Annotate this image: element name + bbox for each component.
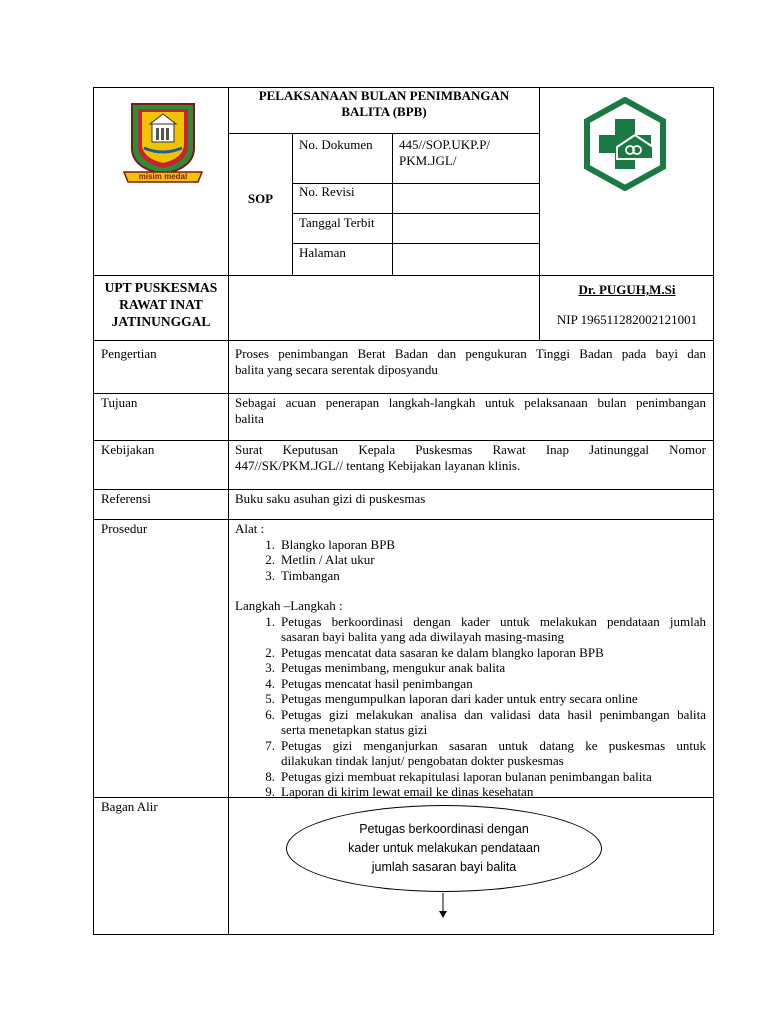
divider [93, 489, 714, 490]
alat-heading: Alat : [235, 521, 265, 536]
list-item: 4. Petugas mencatat hasil penimbangan [265, 675, 473, 691]
divider [93, 393, 714, 394]
oval-line: jumlah sasaran bayi balita [371, 860, 517, 874]
divider [93, 440, 714, 441]
list-item: 3. Timbangan [265, 567, 340, 583]
pengertian-text [235, 346, 706, 378]
list-item: 8. Petugas gizi membuat rekapitulasi laporan bulanan penimbangan balita [265, 768, 652, 784]
flowchart-start-oval [286, 805, 602, 892]
divider [93, 275, 714, 276]
unit-line: UPT PUSKESMAS [104, 280, 218, 295]
referensi-label: Referensi [101, 491, 151, 506]
text-line: 447//SK/PKM.JGL// tentang Kebijakan layanan klinis. [235, 458, 521, 473]
list-item: 7. Petugas gizi menganjurkan sasaran untuk datang ke puskesmas untuk dilakukan tindak lanjut/ pengobatan dokter puskesmas [265, 737, 706, 768]
langkah-list [257, 614, 706, 800]
text-line: Surat Keputusan Kepala Puskesmas Rawat Inap Jatinunggal Nomor [235, 442, 706, 457]
list-item: 6. Petugas gizi melakukan analisa dan validasi data hasil penimbangan balita serta menetapkan status gizi [265, 706, 706, 737]
oval-line: kader untuk melakukan pendataan [348, 841, 540, 855]
no-dokumen-value-line: PKM.JGL/ [399, 153, 457, 168]
unit-name [94, 279, 228, 330]
kebijakan-label: Kebijakan [101, 442, 155, 457]
divider [228, 87, 229, 340]
divider [292, 243, 540, 244]
list-item: 9. Laporan di kirim lewat email ke dinas kesehatan [265, 784, 534, 799]
list-item: 2. Petugas mencatat data sasaran ke dalam blangko laporan BPB [265, 644, 604, 660]
divider [228, 133, 540, 134]
prosedur-body [235, 521, 706, 800]
pengertian-label: Pengertian [101, 346, 157, 361]
referensi-text: Buku saku asuhan gizi di puskesmas [235, 491, 426, 506]
no-dokumen-value [399, 137, 490, 169]
langkah-heading: Langkah –Langkah : [235, 598, 343, 613]
text-line: Proses penimbangan Berat Badan dan pengukuran Tinggi Badan pada bayi dan [235, 346, 706, 361]
divider [392, 133, 393, 276]
text-line: balita [235, 411, 264, 426]
list-item: 3. Petugas menimbang, mengukur anak balita [265, 660, 506, 675]
title-line: BALITA (BPB) [341, 104, 427, 119]
tujuan-label: Tujuan [101, 395, 138, 410]
puskesmas-logo [583, 97, 667, 191]
list-item: 1. Petugas berkoordinasi dengan kader untuk melakukan pendataan jumlah sasaran bayi balita yang ada diwilayah masing-masing [265, 613, 706, 644]
regency-logo [122, 98, 204, 186]
list-item: 1. Blangko laporan BPB [265, 536, 396, 552]
list-item: 5. Petugas mengumpulkan laporan dari kader untuk entry secara online [265, 691, 638, 706]
unit-line: JATINUNGGAL [111, 314, 211, 329]
no-revisi-label: No. Revisi [299, 184, 355, 199]
kebijakan-text [235, 442, 706, 474]
tanggal-terbit-label: Tanggal Terbit [299, 215, 375, 230]
text-line: balita yang secara serentak diposyandu [235, 362, 438, 377]
divider [292, 133, 293, 276]
tujuan-text [235, 395, 706, 427]
bagan-alir-label: Bagan Alir [101, 799, 158, 814]
oval-line: Petugas berkoordinasi dengan [359, 822, 529, 836]
logo-motto: misim medal [138, 172, 188, 181]
list-item: 2. Metlin / Alat ukur [265, 552, 375, 567]
no-dokumen-label: No. Dokumen [299, 137, 373, 152]
title-line: PELAKSANAAN BULAN PENIMBANGAN [258, 88, 510, 103]
document-title [229, 88, 539, 120]
signer-name: Dr. PUGUH,M.Si [578, 282, 676, 297]
divider [93, 519, 714, 520]
signer-nip: NIP 196511282002121001 [556, 312, 698, 327]
divider [292, 213, 540, 214]
no-dokumen-value-line: 445//SOP.UKP.P/ [399, 137, 491, 152]
unit-line: RAWAT INAT [119, 297, 203, 312]
prosedur-label: Prosedur [101, 521, 148, 536]
text-line: Sebagai acuan penerapan langkah-langkah untuk pelaksanaan bulan penimbangan [235, 395, 706, 410]
divider [228, 340, 229, 935]
halaman-label: Halaman [299, 245, 346, 260]
sop-label: SOP [247, 191, 274, 206]
alat-list [257, 537, 706, 584]
flowchart-arrow-icon [437, 893, 449, 919]
divider [93, 340, 714, 341]
